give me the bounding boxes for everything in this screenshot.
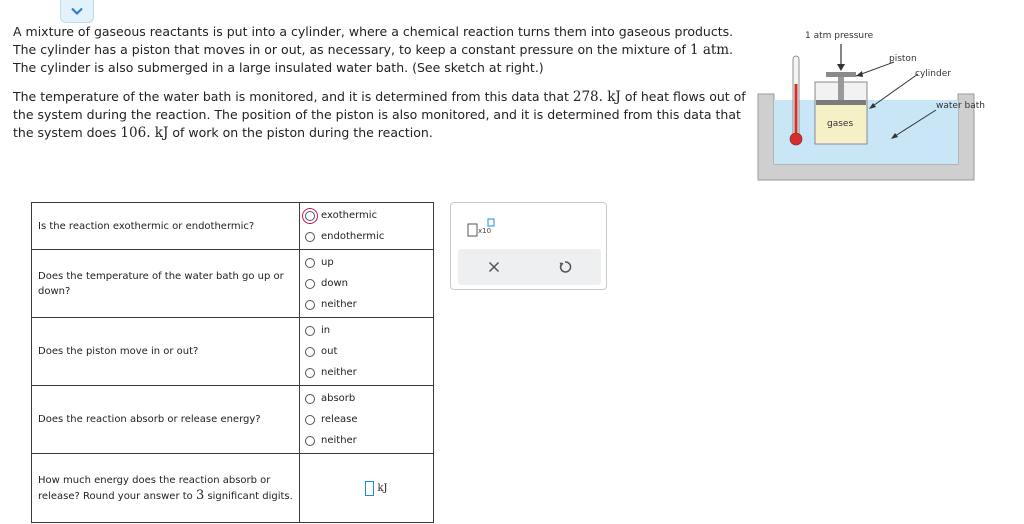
- times-ten-button[interactable]: [467, 218, 497, 242]
- problem-paragraph-1: A mixture of gaseous reactants is put into a cylinder, where a chemical reaction turns them into gaseous products. The cylinder has a piston that moves in or out, as necessary, to keep a constant pressure on the mixture of 1 atm. The cylinder is also submerged in a large insulated water bath. (See sketch at right.): [13, 24, 734, 75]
- option-in[interactable]: in: [305, 320, 433, 341]
- radio-button[interactable]: [305, 300, 315, 310]
- radio-button[interactable]: [305, 415, 315, 425]
- option-absorb[interactable]: absorb: [305, 388, 433, 409]
- close-icon: [488, 261, 500, 273]
- piston-label: piston: [889, 54, 917, 64]
- question-row-temperature: [32, 250, 434, 318]
- question-row-exo-endo: [32, 203, 434, 250]
- gases-label: gases: [827, 119, 854, 129]
- radio-button[interactable]: [305, 394, 315, 404]
- pressure-value: 1 atm: [689, 42, 730, 58]
- heat-value: 278. kJ: [572, 89, 621, 105]
- unit-label: kJ: [377, 482, 388, 494]
- radio-button[interactable]: [305, 279, 315, 289]
- option-exothermic[interactable]: exothermic: [305, 205, 433, 226]
- option-up[interactable]: up: [305, 252, 433, 273]
- option-neither[interactable]: neither: [305, 362, 433, 383]
- x10-label: x10: [478, 227, 492, 235]
- option-neither[interactable]: neither: [305, 294, 433, 315]
- option-down[interactable]: down: [305, 273, 433, 294]
- question-row-piston: [32, 318, 434, 386]
- radio-button[interactable]: [305, 436, 315, 446]
- undo-icon: [558, 260, 572, 274]
- question-row-amount: [32, 454, 434, 523]
- clear-button[interactable]: [479, 252, 509, 282]
- radio-button[interactable]: [305, 347, 315, 357]
- option-out[interactable]: out: [305, 341, 433, 362]
- problem-paragraph-2: The temperature of the water bath is monitored, and it is determined from this data that 278. kJ of heat flows out of the system during the reaction. The position of the piston is also monitored, and it is determined from this data that the system does 106. kJ of work on the piston during the reaction.: [13, 89, 746, 141]
- question-text: How much energy does the reaction absorb or release? Round your answer to 3 significant digits.: [32, 454, 300, 523]
- radio-button[interactable]: [305, 326, 315, 336]
- work-value: 106. kJ: [120, 125, 169, 141]
- option-release[interactable]: release: [305, 409, 433, 430]
- question-table: [31, 202, 434, 523]
- radio-button[interactable]: [305, 258, 315, 268]
- pressure-label: 1 atm pressure: [805, 31, 874, 41]
- option-neither[interactable]: neither: [305, 430, 433, 451]
- question-text: Is the reaction exothermic or endothermic?: [32, 203, 300, 250]
- tool-actions-bar: [458, 249, 601, 285]
- question-row-energy: [32, 386, 434, 454]
- cylinder-label: cylinder: [915, 69, 951, 79]
- question-text: Does the reaction absorb or release energy?: [32, 386, 300, 454]
- answer-tools-panel: [450, 202, 607, 290]
- water-bath-label: water bath: [936, 101, 985, 111]
- radio-button[interactable]: [305, 368, 315, 378]
- chevron-down-icon: [70, 7, 84, 16]
- option-endothermic[interactable]: endothermic: [305, 226, 433, 247]
- question-text: Does the temperature of the water bath go up or down?: [32, 250, 300, 318]
- radio-button[interactable]: [305, 211, 315, 221]
- undo-button[interactable]: [550, 252, 580, 282]
- radio-button[interactable]: [305, 232, 315, 242]
- collapse-button[interactable]: [60, 0, 94, 23]
- question-text: Does the piston move in or out?: [32, 318, 300, 386]
- cylinder-sketch: [752, 24, 1022, 186]
- energy-answer-input[interactable]: [365, 481, 374, 496]
